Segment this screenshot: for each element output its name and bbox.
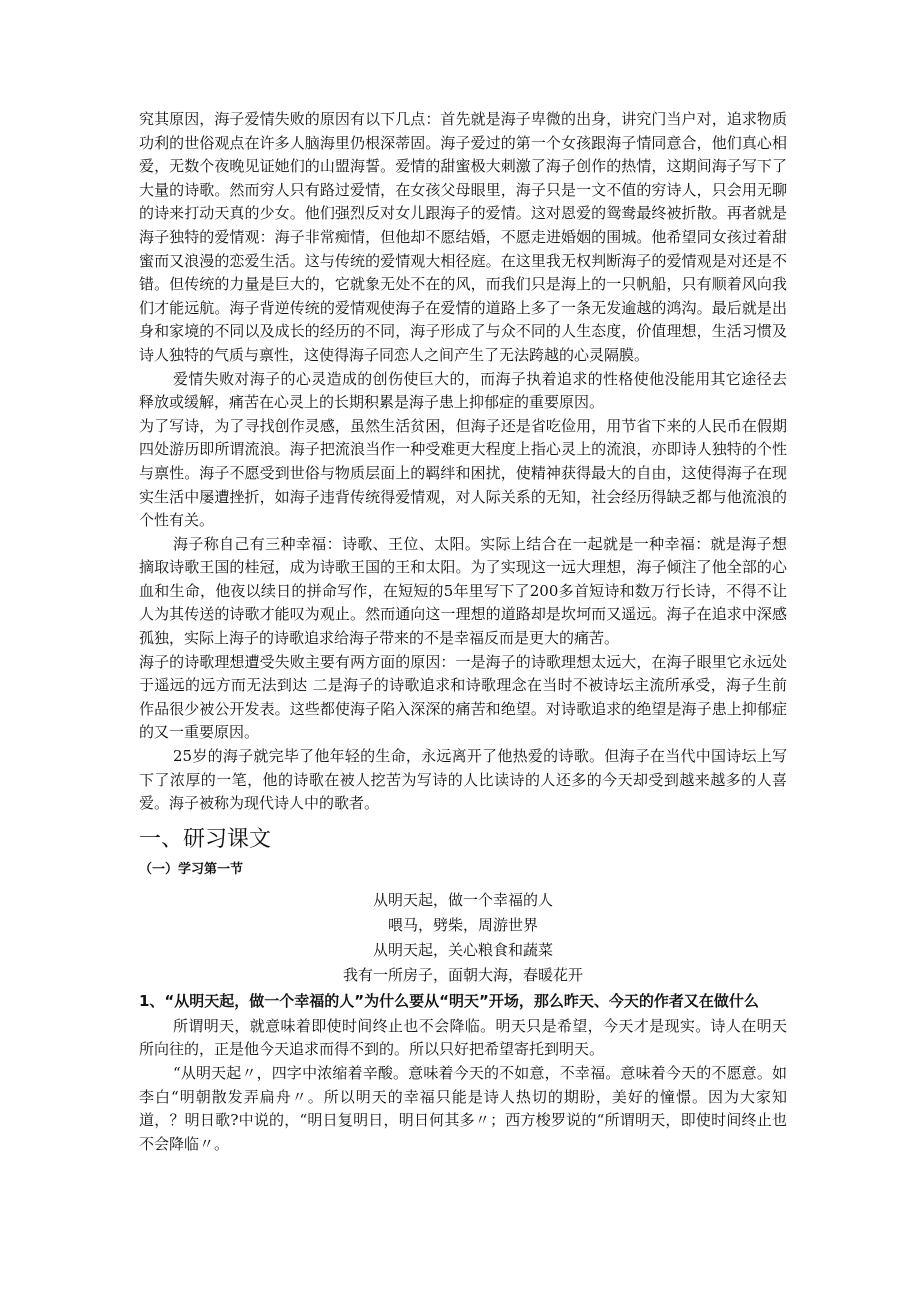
poem-line: 我有一所房子，面朝大海，春暖花开 xyxy=(342,965,583,984)
answer-paragraph: “从明天起〃，四字中浓缩着辛酸。意味着今天的不如意，不幸福。意味着今天的不愿意。如李白“明朝散发弄扁舟〃。所以明天的幸福只能是诗人热切的期盼，美好的憧憬。因为大家知道，？明日歌?中说的，“明日复明日，明日何其多〃；西方梭罗说的“所谓明天，即使时间终止也不会降临〃。 xyxy=(139,1064,787,1153)
poem-excerpt xyxy=(139,888,787,988)
poem-line: 喂马，劈柴，周游世界 xyxy=(387,915,538,934)
body-paragraph-legacy: 25岁的海子就完毕了他年轻的生命，永远离开了他热爱的诗歌。但海子在当代中国诗坛上写下了浓厚的一笔，他的诗歌在被人挖苦为写诗的人比读诗的人还多的今天却受到越来越多的人喜爱。海子被称为现代诗人中的歌者。 xyxy=(139,747,787,813)
body-paragraph-wandering: 为了写诗，为了寻找创作灵感，虽然生活贫困，但海子还是省吃俭用，用节省下来的人民币在假期四处游历即所谓流浪。海子把流浪当作一种受难更大程度上指心灵上的流浪，亦即诗人独特的个性与禀性。海子不愿受到世俗与物质层面上的羁绊和困扰，使精神获得最大的自由，这使得海子在现实生活中屡遭挫折，如海子违背传统得爱情观，对人际关系的无知，社会经历得缺乏都与他流浪的个性有关。 xyxy=(139,416,787,530)
answer-paragraph: 所谓明天，就意味着即使时间终止也不会降临。明天只是希望，今天才是现实。诗人在明天所向往的，正是他今天追求而得不到的。所以只好把希望寄托到明天。 xyxy=(139,1016,787,1059)
poem-line: 从明天起，关心粮食和蔬菜 xyxy=(372,940,553,959)
body-paragraph-poetry-ideal: 海子的诗歌理想遭受失败主要有两方面的原因：一是海子的诗歌理想太远大，在海子眼里它永远处于遥远的远方而无法到达 二是海子的诗歌追求和诗歌理念在当时不被诗坛主流所承受，海子生前作品很少被公开发表。这些都使海子陷入深深的痛苦和绝望。对诗歌追求的绝望是海子患上抑郁症的又一重要原因。 xyxy=(139,652,787,742)
poem-line: 从明天起，做一个幸福的人 xyxy=(372,890,553,909)
body-paragraph-causes: 究其原因，海子爱情失败的原因有以下几点：首先就是海子卑微的出身，讲究门当户对，追求物质功利的世俗观点在许多人脑海里仍根深蒂固。海子爱过的第一个女孩跟海子情同意合，他们真心相爱，无数个夜晚见证她们的山盟海誓。爱情的甜蜜极大刺激了海子创作的热情，这期间海子写下了大量的诗歌。然而穷人只有路过爱情，在女孩父母眼里，海子只是一文不值的穷诗人，只会用无聊的诗来打动天真的少女。他们强烈反对女儿跟海子的爱情。这对恩爱的鸳鸯最终被折散。再者就是海子独特的爱情观：海子非常痴情，但他却不愿结婚，不愿走进婚姻的围城。他希望同女孩过着甜蜜而又浪漫的恋爱生活。这与传统的爱情观大相径庭。在这里我无权判断海子的爱情观是对还是不错。但传统的力量是巨大的，它就象无处不在的风，而我们只是海上的一只帆船，只有顺着风向我们才能远航。海子背逆传统的爱情观使海子在爱情的道路上多了一条无发逾越的鸿沟。最后就是出身和家境的不同以及成长的经历的不同，海子形成了与众不同的人生态度，价值理想，生活习惯及诗人独特的气质与禀性，这使得海子同恋人之间产生了无法跨越的心灵隔膜。 xyxy=(139,110,787,364)
body-paragraph-trauma: 爱情失败对海子的心灵造成的创伤使巨大的，而海子执着追求的性格使他没能用其它途径去释放或缓解，痛苦在心灵上的长期积累是海子患上抑郁症的重要原因。 xyxy=(139,369,787,412)
body-paragraph-three-happiness: 海子称自己有三种幸福：诗歌、王位、太阳。实际上结合在一起就是一种幸福：就是海子想摘取诗歌王国的桂冠，成为诗歌王国的王和太阳。为了实现这一远大理想，海子倾注了他全部的心血和生命，他夜以续日的拼命写作，在短短的5年里写下了200多首短诗和数万行长诗，不得不让人为其传送的诗歌才能叹为观止。然而通向这一理想的道路却是坎坷而又遥远。海子在追求中深感孤独，实际上海子的诗歌追求给海子带来的不是幸福反而是更大的痛苦。 xyxy=(139,534,787,648)
section-subtitle: （一）学习第一节 xyxy=(139,861,244,877)
document-page xyxy=(139,108,787,1156)
section-title: 一、研习课文 xyxy=(139,826,272,852)
question-heading: 1、“从明天起，做一个幸福的人”为什么要从“明天”开场，那么昨天、今天的作者又在做什么 xyxy=(139,991,759,1010)
